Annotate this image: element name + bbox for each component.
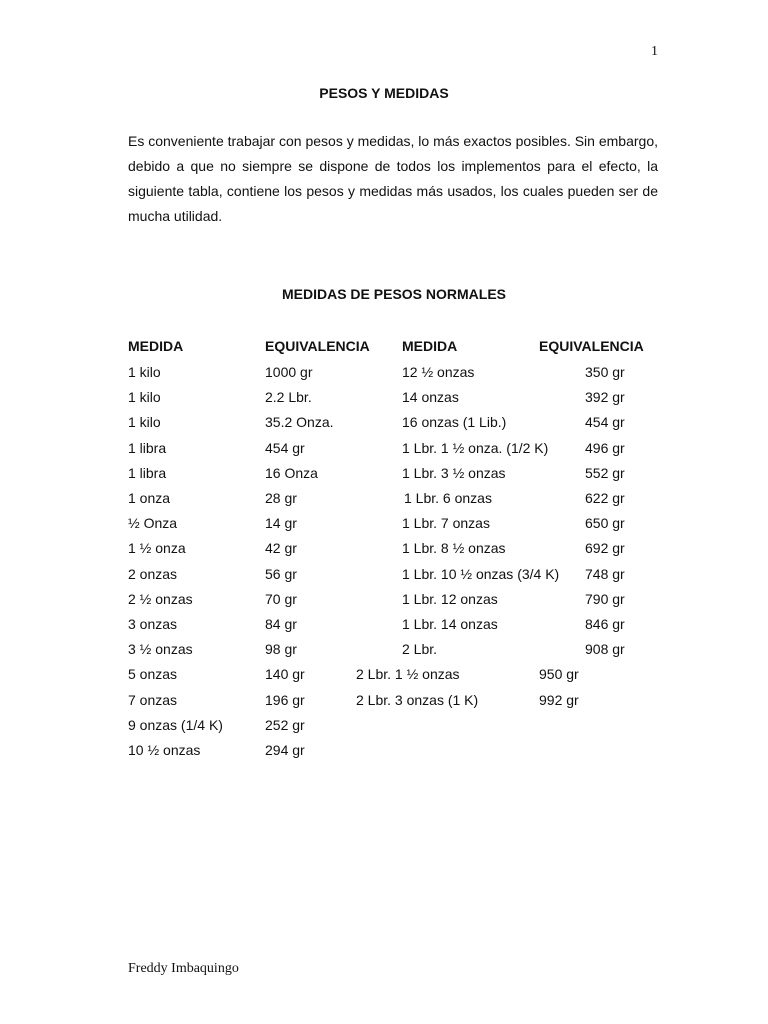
left-medida-cell: 1 ½ onza	[128, 540, 186, 556]
right-equivalencia-cell: 454 gr	[585, 414, 625, 430]
left-equivalencia-cell: 98 gr	[265, 641, 297, 657]
left-medida-cell: 7 onzas	[128, 692, 178, 708]
left-medida-cell: 1 kilo	[128, 364, 161, 380]
header-equivalencia-left: EQUIVALENCIA	[265, 338, 370, 354]
left-medida-cell: 1 onza	[128, 490, 171, 506]
page-title: PESOS Y MEDIDAS	[319, 85, 449, 101]
left-medida-cell: 1 libra	[128, 440, 167, 456]
left-equivalencia-cell: 14 gr	[265, 515, 297, 531]
right-equivalencia-cell: 350 gr	[585, 364, 625, 380]
left-medida-cell: 9 onzas (1/4 K)	[128, 717, 223, 733]
left-equivalencia-cell: 454 gr	[265, 440, 305, 456]
right-medida-cell: 1 Lbr. 7 onzas	[402, 515, 490, 531]
left-medida-cell: 10 ½ onzas	[128, 742, 201, 758]
right-equivalencia-cell: 992 gr	[539, 692, 579, 708]
right-equivalencia-cell: 748 gr	[585, 566, 625, 582]
left-medida-cell: 1 kilo	[128, 414, 161, 430]
right-medida-cell: 2 Lbr. 1 ½ onzas	[356, 666, 460, 682]
table-title: MEDIDAS DE PESOS NORMALES	[281, 286, 507, 302]
right-equivalencia-cell: 950 gr	[539, 666, 579, 682]
right-medida-cell: 12 ½ onzas	[402, 364, 475, 380]
left-equivalencia-cell: 140 gr	[265, 666, 305, 682]
right-equivalencia-cell: 552 gr	[585, 465, 625, 481]
left-medida-cell: 2 ½ onzas	[128, 591, 193, 607]
right-equivalencia-cell: 392 gr	[585, 389, 625, 405]
right-equivalencia-cell: 846 gr	[585, 616, 625, 632]
footer-author: Freddy Imbaquingo	[128, 961, 239, 976]
right-medida-cell: 1 Lbr. 1 ½ onza. (1/2 K)	[402, 440, 549, 456]
left-equivalencia-cell: 35.2 Onza.	[265, 414, 334, 430]
intro-paragraph: Es conveniente trabajar con pesos y medidas, lo más exactos posibles. Sin embargo, debido a que no siempre se dispone de todos los implementos para el efecto, la siguiente tabla, contiene los pesos y medidas más usados, los cuales pueden ser de mucha utilidad.	[128, 133, 658, 224]
left-medida-cell: ½ Onza	[128, 515, 178, 531]
right-equivalencia-cell: 790 gr	[585, 591, 625, 607]
left-equivalencia-cell: 252 gr	[265, 717, 305, 733]
left-equivalencia-cell: 294 gr	[265, 742, 305, 758]
right-medida-cell: 14 onzas	[402, 389, 459, 405]
left-medida-cell: 5 onzas	[128, 666, 178, 682]
left-equivalencia-cell: 1000 gr	[265, 364, 313, 380]
left-medida-cell: 1 kilo	[128, 389, 161, 405]
right-medida-cell: 1 Lbr. 12 onzas	[402, 591, 498, 607]
right-medida-cell: 2 Lbr. 3 onzas (1 K)	[356, 692, 479, 708]
left-equivalencia-cell: 56 gr	[265, 566, 297, 582]
left-equivalencia-cell: 70 gr	[265, 591, 297, 607]
right-equivalencia-cell: 908 gr	[585, 641, 625, 657]
right-medida-cell: 1 Lbr. 14 onzas	[402, 616, 498, 632]
right-equivalencia-cell: 496 gr	[585, 440, 625, 456]
header-equivalencia-right: EQUIVALENCIA	[539, 338, 644, 354]
right-medida-cell: 1 Lbr. 8 ½ onzas	[402, 540, 506, 556]
left-medida-cell: 2 onzas	[128, 566, 178, 582]
right-medida-cell: 2 Lbr.	[402, 641, 438, 657]
left-medida-cell: 3 onzas	[128, 616, 178, 632]
header-medida-right: MEDIDA	[402, 338, 458, 354]
right-medida-cell: 1 Lbr. 10 ½ onzas (3/4 K)	[402, 566, 560, 582]
right-equivalencia-cell: 692 gr	[585, 540, 625, 556]
right-medida-cell: 16 onzas (1 Lib.)	[402, 414, 507, 430]
left-equivalencia-cell: 16 Onza	[265, 465, 318, 481]
right-equivalencia-cell: 622 gr	[585, 490, 625, 506]
left-equivalencia-cell: 42 gr	[265, 540, 297, 556]
right-equivalencia-cell: 650 gr	[585, 515, 625, 531]
left-medida-cell: 1 libra	[128, 465, 167, 481]
left-equivalencia-cell: 28 gr	[265, 490, 297, 506]
header-medida-left: MEDIDA	[128, 338, 184, 354]
right-medida-cell: 1 Lbr. 3 ½ onzas	[402, 465, 506, 481]
left-equivalencia-cell: 196 gr	[265, 692, 305, 708]
page-number: 1	[651, 44, 658, 59]
left-equivalencia-cell: 84 gr	[265, 616, 297, 632]
left-medida-cell: 3 ½ onzas	[128, 641, 193, 657]
right-medida-cell: 1 Lbr. 6 onzas	[404, 490, 492, 506]
left-equivalencia-cell: 2.2 Lbr.	[265, 389, 312, 405]
